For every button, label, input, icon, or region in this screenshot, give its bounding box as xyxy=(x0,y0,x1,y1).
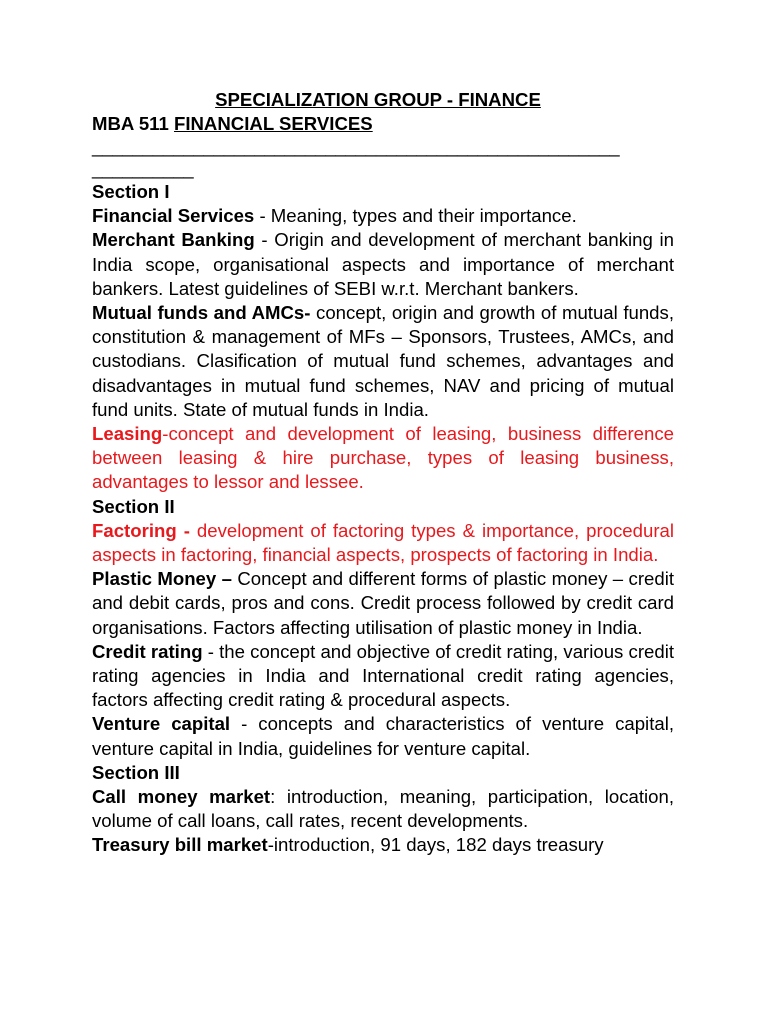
entry-description: concept, origin and growth of mutual funds, constitution & management of MFs – Sponsors, Trustees, AMCs, and custodians. Clasification of mutual fund schemes, advantages and disadvantages in mutual fund schemes, NAV and pricing of mutual fund units. State of mutual funds in India. xyxy=(92,302,674,420)
entry-term: Factoring - xyxy=(92,519,190,541)
section-heading: Section II xyxy=(92,495,175,517)
course-heading xyxy=(92,112,674,136)
syllabus-entry xyxy=(92,567,674,640)
entry-description: -concept and development of leasing, business difference between leasing & hire purchase, types of leasing business, advantages to lessor and lessee. xyxy=(92,423,674,493)
syllabus-entry xyxy=(92,228,674,301)
syllabus-content xyxy=(92,180,674,858)
entry-description: - Meaning, types and their importance. xyxy=(254,205,577,227)
syllabus-entry xyxy=(92,833,674,857)
group-title: SPECIALIZATION GROUP - FINANCE xyxy=(215,89,541,110)
entry-term: Plastic Money – xyxy=(92,568,232,590)
entry-term: Venture capital xyxy=(92,713,231,735)
rule-line: ____________________________________________________ xyxy=(92,136,620,157)
syllabus-entry xyxy=(92,422,674,495)
entry-term: Merchant Banking xyxy=(92,229,255,251)
syllabus-entry xyxy=(92,204,674,228)
rule-line: __________ xyxy=(92,158,194,179)
syllabus-entry xyxy=(92,785,674,833)
syllabus-entry xyxy=(92,712,674,760)
course-name: FINANCIAL SERVICES xyxy=(173,113,373,134)
section-heading: Section III xyxy=(92,761,180,783)
course-code: MBA 511 xyxy=(92,113,174,134)
section-heading: Section I xyxy=(92,181,170,202)
entry-term: Credit rating xyxy=(92,640,203,662)
entry-description: : introduction, meaning, participation, location, volume of call loans, call rates, recent developments. xyxy=(92,786,674,832)
syllabus-entry xyxy=(92,640,674,713)
entry-term: Treasury bill market xyxy=(92,834,268,856)
entry-description: Concept and different forms of plastic money – credit and debit cards, pros and cons. Credit process followed by credit card organisations. Factors affecting utilisation of plastic money in India. xyxy=(92,568,674,638)
entry-term: Financial Services xyxy=(92,205,255,227)
entry-description: -introduction, 91 days, 182 days treasury xyxy=(267,834,604,856)
syllabus-entry xyxy=(92,301,674,422)
syllabus-entry xyxy=(92,519,674,567)
entry-term: Mutual funds and AMCs- xyxy=(92,302,311,324)
entry-description: - Origin and development of merchant banking in India scope, organisational aspects and importance of merchant bankers. Latest guidelines of SEBI w.r.t. Merchant bankers. xyxy=(92,229,674,299)
entry-term: Leasing xyxy=(92,423,163,445)
entry-description: - concepts and characteristics of venture capital, venture capital in India, guidelines for venture capital. xyxy=(92,713,674,759)
entry-term: Call money market xyxy=(92,786,271,808)
entry-description: - the concept and objective of credit rating, various credit rating agencies in India and International credit rating agencies, factors affecting credit rating & procedural aspects. xyxy=(92,640,674,711)
entry-description: development of factoring types & importance, procedural aspects in factoring, financial aspects, prospects of factoring in India. xyxy=(92,519,674,566)
